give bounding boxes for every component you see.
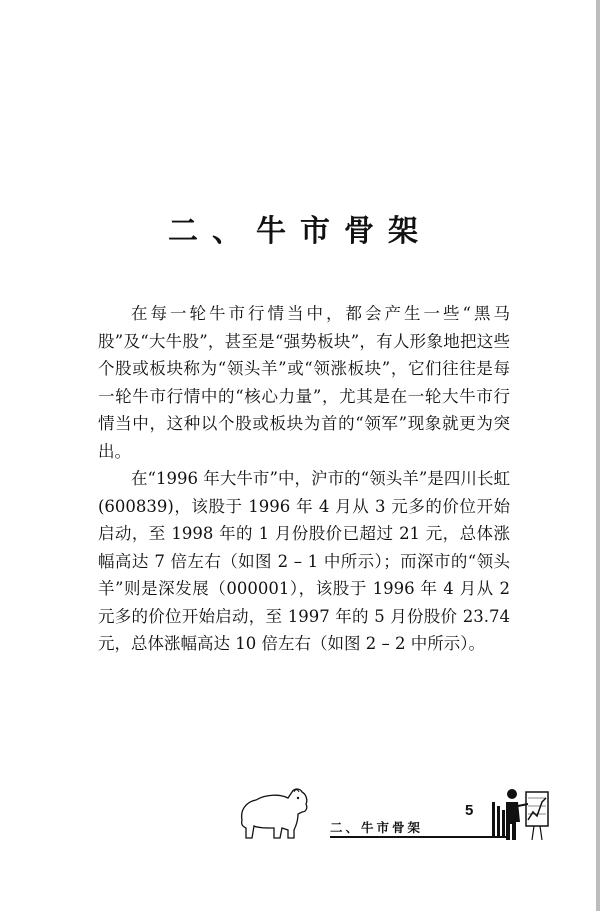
- page-footer: [0, 780, 600, 850]
- paragraph-1: 在每一轮牛市行情当中，都会产生一些“黑马股”及“大牛股”，甚至是“强势板块”，有人形象地把这些个股或板块称为“领头羊”或“领涨板块”，它们往往是每一轮牛市行情中的“核心力量”，尤其是在一轮大牛市行情当中，这种以个股或板块为首的“领军”现象就更为突出。: [98, 304, 510, 461]
- page-number: 5: [465, 802, 474, 819]
- paragraph-2: 在“1996 年大牛市”中，沪市的“领头羊”是四川长虹(600839)，该股于 1996 年 4 月从 3 元多的价位开始启动，至 1998 年的 1 月份股价已超过 21 元，总体涨幅高达 7 倍左右（如图 2 – 1 中所示）；而深市的“领头羊”则是深发展（000001），该股于 1996 年 4 月从 2 元多的价位开始启动，至 1997 年的 5 月份股价 23.74 元，总体涨幅高达 10 倍左右（如图 2 – 2 中所示）。: [98, 469, 510, 653]
- page-edge: [596, 0, 600, 911]
- chapter-title: 二、牛市骨架: [168, 214, 432, 249]
- man-with-chart-icon: [500, 786, 550, 842]
- body-text: [98, 300, 510, 658]
- bear-illustration-icon: [236, 780, 310, 840]
- footer-section-title: 二、牛市骨架: [330, 820, 424, 835]
- footer-rule: [330, 836, 506, 838]
